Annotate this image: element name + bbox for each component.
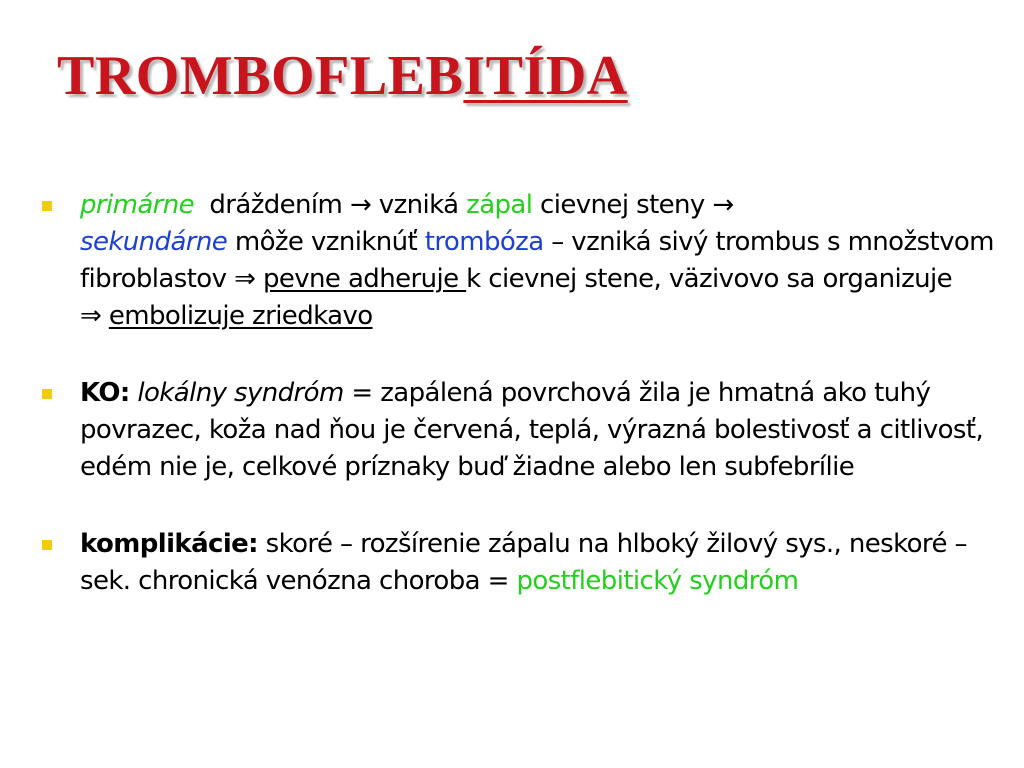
text-cievnej-steny: cievnej steny <box>532 190 713 220</box>
text-zapal: zápal <box>466 190 533 220</box>
text-komplikacie-description: skoré – rozšírenie zápalu na hlboký žilový sys., neskoré – sek. chronická venózna choroba = <box>80 529 967 596</box>
bullet-list <box>40 187 1000 600</box>
text-komplikacie-label: komplikácie: <box>80 529 258 559</box>
bullet-square-icon <box>42 540 52 550</box>
title-part-1: TROMBOFLEB <box>57 45 464 107</box>
title-part-2-underlined: ITÍDA <box>463 45 628 107</box>
text-ko-description: = zapálená povrchová žila je hmatná ako tuhý povrazec, koža nad ňou je červená, teplá, výrazná bolestivosť a citlivosť, edém nie je, celkové príznaky buď žiadne alebo len subfebrílie <box>80 378 984 482</box>
text-drazdenim: dráždením <box>194 190 350 220</box>
text-pevne-adheruje: pevne adheruje <box>262 264 467 294</box>
text-moze-vzniknut: môže vzniknúť <box>227 227 425 257</box>
bullet-square-icon <box>42 201 52 211</box>
bullet-item-ko <box>40 375 1000 486</box>
text-primarne: primárne <box>80 190 195 220</box>
text-tromboza: trombóza <box>424 227 544 257</box>
bullet-square-icon <box>42 389 52 399</box>
text-k-cievnej-stene: k cievnej stene, väzivovo sa organizuje <box>466 264 953 294</box>
text-embolizuje-zriedkavo: embolizuje zriedkavo <box>108 301 373 331</box>
bullet-item-primary <box>40 187 1000 335</box>
text-ko-label: KO: <box>80 378 130 408</box>
text-lokalny-syndrom: lokálny syndróm <box>137 378 344 408</box>
text-postflebiticky-syndrom: postflebitický syndróm <box>516 566 799 596</box>
arrow-right-icon: → <box>349 190 372 220</box>
text-sekundarne: sekundárne <box>80 227 228 257</box>
implies-arrow-icon: ⇒ <box>234 264 256 294</box>
text-vznika: vzniká <box>371 190 467 220</box>
implies-arrow-icon: ⇒ <box>80 301 102 331</box>
bullet-item-komplikacie <box>40 526 1000 600</box>
text-siivy-trombus: – vzniká sivý trombus s množstvom fibroblastov <box>80 227 994 294</box>
slide-title <box>57 46 628 108</box>
arrow-right-icon: → <box>712 190 734 220</box>
